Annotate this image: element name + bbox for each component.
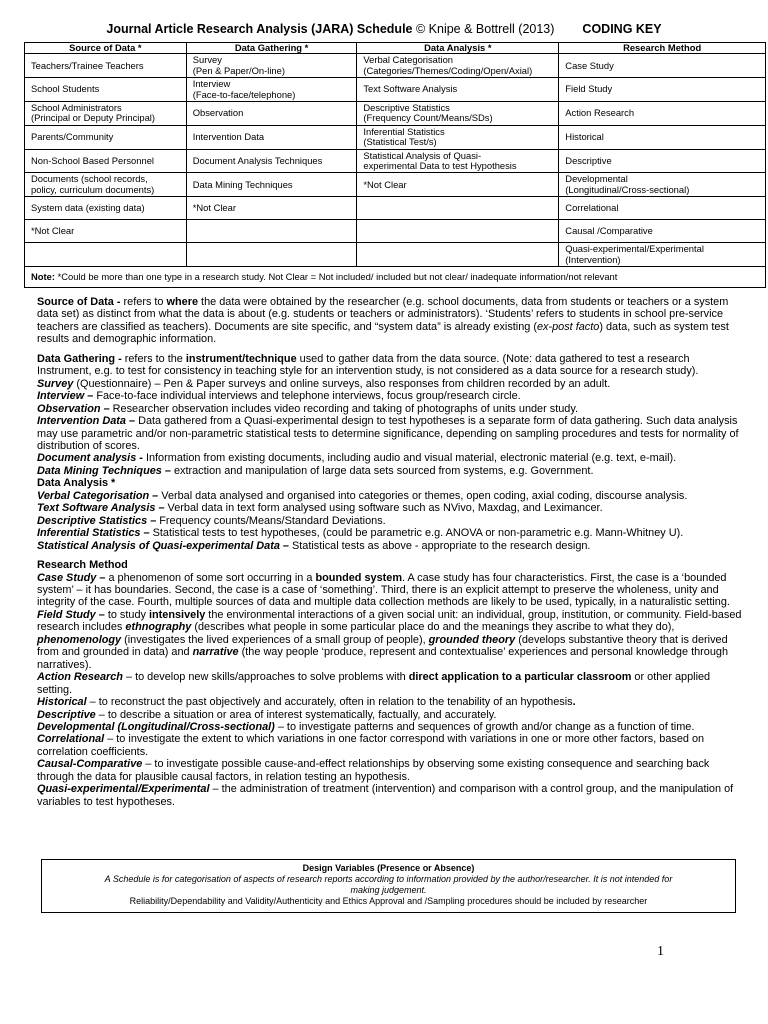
source-of-data-cell (25, 243, 187, 267)
quasi-experimental-definition (37, 783, 743, 808)
research-method-cell: Descriptive (559, 149, 766, 173)
quasi-experimental-analysis-definition (37, 540, 743, 552)
header-data-gathering: Data Gathering * (186, 43, 357, 54)
text-run: intensively (148, 608, 206, 621)
text-run: Intervention Data – (37, 415, 139, 428)
text-run: used to gather data from the data source. (Note: data gathered to test a research Instrument, e.g. to test for consistency in teaching style for an intervention study, is not considered as a data source for a research study). (37, 352, 699, 378)
data-gathering-cell (186, 243, 357, 267)
text-run: Case Study – (37, 571, 109, 584)
data-analysis-cell: Verbal Categorisation (Categories/Themes/Coding/Open/Axial) (357, 54, 559, 78)
data-gathering-cell: Survey (Pen & Paper/On-line) (186, 54, 357, 78)
text-run: where (166, 296, 199, 308)
page-number: 1 (657, 944, 664, 959)
data-analysis-cell (357, 220, 559, 243)
text-run: ethnography (125, 621, 192, 634)
text-run: Data gathered from a Quasi-experimental design to test hypotheses is a separate form of data gathering. Such data analysis may use parametric and/or non-parametric statistical tests to determine significance, depending on sampling procedures and tests for normality of distribution of scores. (37, 415, 739, 452)
data-gathering-cell: Intervention Data (186, 125, 357, 149)
table-row (25, 54, 766, 78)
text-run: Descriptive Statistics – (37, 514, 160, 527)
field-study-definition (37, 609, 743, 671)
data-analysis-cell: *Not Clear (357, 173, 559, 197)
table-row (25, 173, 766, 197)
research-method-cell: Action Research (559, 102, 766, 126)
header-research-method: Research Method (559, 43, 766, 54)
design-variables-box (41, 859, 736, 913)
causal-comparative-definition (37, 758, 743, 783)
text-run: (investigates the lived experiences of a small group of people), (121, 633, 429, 646)
text-run: phenomenology (37, 633, 122, 646)
note-label: Note: (31, 270, 55, 282)
action-research-definition (37, 671, 743, 696)
text-run: (develops substantive theory that is derived from and grounded in data) and (37, 633, 728, 659)
research-method-cell: Historical (559, 125, 766, 149)
text-run: Action Research (37, 671, 126, 684)
text-run: Verbal data in text form analysed using software such as NVivo, Maxdag, and Leximancer. (167, 502, 603, 515)
coding-key-label: CODING KEY (582, 22, 662, 36)
data-analysis-cell: Descriptive Statistics (Frequency Count/Means/SDs) (357, 102, 559, 126)
text-run: Frequency counts/Means/Standard Deviations. (159, 514, 386, 527)
text-run: Verbal data analysed and organised into categories or themes, open coding, axial coding, discourse analysis. (161, 489, 688, 502)
source-of-data-cell: Parents/Community (25, 125, 187, 149)
text-run: Observation – (37, 402, 113, 415)
title-main: Journal Article Research Analysis (JARA) Schedule (106, 22, 413, 36)
table-row (25, 125, 766, 149)
text-run: Causal-Comparative (37, 758, 146, 771)
text-run: Data Gathering - (37, 352, 125, 365)
table-note (25, 267, 766, 288)
text-run: Data Analysis * (37, 477, 116, 490)
definitions-body (37, 296, 743, 808)
text-run: a phenomenon of some sort occurring in a (108, 571, 316, 584)
data-gathering-cell: Document Analysis Techniques (186, 149, 357, 173)
research-method-cell: Quasi-experimental/Experimental (Intervention) (559, 243, 766, 267)
data-analysis-heading (37, 477, 743, 489)
research-method-cell: Causal /Comparative (559, 220, 766, 243)
text-run: the data were obtained by the researcher (e.g. school documents, data from students or teachers or a system data set) as distinct from what the data is about (e.g. students or teachers or administrators). ‘Students’ refers to students in school pre-service teachers are classified as teachers). Documents are site specific, and “system data” is already existing ( (37, 296, 729, 333)
research-method-cell: Developmental (Longitudinal/Cross-sectional) (559, 173, 766, 197)
data-gathering-cell: Interview (Face-to-face/telephone) (186, 78, 357, 102)
data-gathering-cell: Observation (186, 102, 357, 126)
verbal-categorisation-definition (37, 490, 743, 502)
text-run: instrument/technique (185, 352, 297, 365)
observation-definition (37, 403, 743, 415)
text-run: Correlational (37, 733, 108, 746)
survey-definition (37, 378, 743, 390)
text-run: Text Software Analysis – (37, 502, 168, 515)
data-gathering-cell: *Not Clear (186, 197, 357, 220)
intervention-data-definition (37, 415, 743, 452)
text-run: Document analysis - (37, 452, 146, 465)
text-run: Interview – (37, 390, 97, 403)
text-run: Verbal Categorisation – (37, 489, 162, 502)
data-analysis-cell: Inferential Statistics (Statistical Test/s) (357, 125, 559, 149)
note-text: *Could be more than one type in a research study. Not Clear = Not included/ included but not clear/ inadequate information/not relevant (54, 270, 618, 282)
text-run: narrative (192, 646, 239, 659)
text-run: grounded theory (428, 633, 516, 646)
source-of-data-cell: System data (existing data) (25, 197, 187, 220)
design-variables-requirements: Reliability/Dependability and Validity/Authenticity and Ethics Approval and /Sampling procedures should be included by researcher (129, 896, 648, 906)
table-row (25, 220, 766, 243)
table-body (25, 54, 766, 267)
text-run: extraction and manipulation of large data sets sourced from systems, e.g. Government. (173, 464, 594, 477)
text-run: Face-to-face individual interviews and telephone interviews, focus group/research circle. (96, 390, 521, 403)
source-of-data-cell: School Students (25, 78, 187, 102)
table-row (25, 149, 766, 173)
research-method-heading (37, 559, 743, 571)
text-run: Information from existing documents, including audio and visual material, electronic material (e.g. text, e-mail). (145, 452, 677, 465)
text-run: to study (107, 608, 149, 621)
text-run: Research Method (37, 559, 128, 572)
descriptive-definition (37, 709, 743, 721)
coding-key-table (24, 42, 766, 288)
text-run: bounded system (315, 571, 403, 584)
text-run: – to develop new skills/approaches to solve problems with (125, 671, 409, 684)
header-data-analysis: Data Analysis * (357, 43, 559, 54)
source-of-data-cell: *Not Clear (25, 220, 187, 243)
text-run: Data Mining Techniques – (37, 464, 174, 477)
design-variables-purpose: A Schedule is for categorisation of aspects of research reports according to information provided by the author/researcher. It is not intended for making judgement. (104, 874, 673, 895)
source-of-data-cell: Teachers/Trainee Teachers (25, 54, 187, 78)
text-software-analysis-definition (37, 502, 743, 514)
source-of-data-definition (37, 296, 743, 346)
text-run: – the administration of treatment (intervention) and comparison with a control group, and the manipulation of variables to test hypotheses. (37, 783, 734, 808)
table-row (25, 78, 766, 102)
text-run: – to reconstruct the past objectively and accurately, often in relation to the tenability of an hypothesis (89, 696, 573, 709)
text-run: Developmental (Longitudinal/Cross-sectional) (37, 720, 278, 733)
text-run: . A case study has four characteristics. First, the case is a ‘bounded system’ – it has boundaries. Second, the case is a case of ‘something’. Third, there is an explicit attempt to preserve the wholeness, unity and integrity of the case. Fourth, multiple sources of data and multiple data collection methods are likely to be used, typically, in a naturalistic setting. (37, 571, 730, 609)
text-run: Survey (37, 377, 74, 390)
descriptive-statistics-definition (37, 515, 743, 527)
text-run: – to describe a situation or area of interest systematically, factually, and accurately. (98, 708, 497, 721)
data-gathering-definition (37, 353, 743, 378)
table-row (25, 197, 766, 220)
document-title (0, 22, 768, 36)
text-run: the environmental interactions of a given social unit: an individual, group, institution, or community. Field-based research includes (37, 608, 742, 634)
case-study-definition (37, 572, 743, 609)
document-analysis-definition (37, 452, 743, 464)
text-run: refers to (123, 296, 167, 308)
text-run: refers to the (124, 352, 186, 365)
correlational-definition (37, 733, 743, 758)
text-run: Statistical tests to test hypotheses, (could be parametric e.g. ANOVA or non-parametric e.g. Mann-Whitney U). (152, 527, 684, 540)
table-note-row (25, 267, 766, 288)
research-method-cell: Case Study (559, 54, 766, 78)
text-run: Statistical tests as above - appropriate to the research design. (292, 539, 591, 552)
data-analysis-cell (357, 197, 559, 220)
text-run: Descriptive (37, 708, 99, 721)
text-run: direct application to a particular classroom (408, 671, 632, 684)
research-method-cell: Correlational (559, 197, 766, 220)
text-run: – to investigate the extent to which variations in one factor correspond with variations in one or more other factors, based on correlation coefficients. (37, 733, 705, 758)
table-header-row (25, 43, 766, 54)
text-run: Researcher observation includes video recording and taking of photographs of units under study. (112, 402, 579, 415)
text-run: – to investigate patterns and sequences of growth and/or change as a function of time. (277, 720, 695, 733)
design-variables-heading: Design Variables (Presence or Absence) (302, 863, 475, 873)
historical-definition (37, 696, 743, 708)
data-analysis-cell: Statistical Analysis of Quasi- experimental Data to test Hypothesis (357, 149, 559, 173)
text-run: Quasi-experimental/Experimental (37, 783, 213, 796)
text-run: ex-post facto (536, 320, 600, 333)
text-run: (the way people ‘produce, represent and contextualise’ experiences and personal knowledge through narratives). (37, 646, 729, 671)
text-run: (describes what people in some particular place do and the meanings they ascribe to what they do), (191, 621, 675, 634)
text-run: . (572, 696, 576, 709)
inferential-statistics-definition (37, 527, 743, 539)
data-analysis-cell (357, 243, 559, 267)
source-of-data-cell: Non-School Based Personnel (25, 149, 187, 173)
text-run: Source of Data - (37, 296, 124, 308)
text-run: Inferential Statistics – (37, 527, 153, 540)
text-run: ) data, such as system test results and demographic information. (37, 320, 729, 346)
text-run: – to investigate possible cause-and-effect relationships by observing some existing consequence and searching back through the data for plausible causal factors, in relation testing an hypothesis. (37, 758, 710, 783)
interview-definition (37, 390, 743, 402)
research-method-cell: Field Study (559, 78, 766, 102)
data-mining-definition (37, 465, 743, 477)
source-of-data-cell: Documents (school records, policy, curriculum documents) (25, 173, 187, 197)
data-analysis-cell: Text Software Analysis (357, 78, 559, 102)
text-run: Historical (37, 696, 90, 709)
developmental-definition (37, 721, 743, 733)
data-gathering-cell: Data Mining Techniques (186, 173, 357, 197)
data-gathering-cell (186, 220, 357, 243)
text-run: (Questionnaire) – Pen & Paper surveys and online surveys, also responses from children recorded by an adult. (73, 377, 611, 390)
table-row (25, 102, 766, 126)
text-run: Field Study – (37, 608, 108, 621)
header-source-of-data: Source of Data * (25, 43, 187, 54)
text-run: Statistical Analysis of Quasi-experimental Data – (37, 539, 293, 552)
title-authors: © Knipe & Bottrell (2013) (412, 22, 555, 36)
table-row (25, 243, 766, 267)
text-run: or other applied setting. (37, 671, 711, 696)
source-of-data-cell: School Administrators (Principal or Deputy Principal) (25, 102, 187, 126)
